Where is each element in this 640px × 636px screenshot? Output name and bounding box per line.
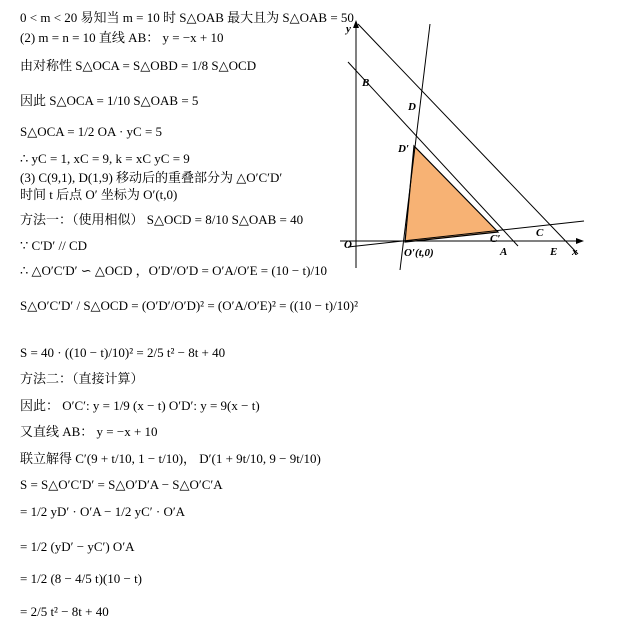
label-Dp: D′ xyxy=(398,143,410,155)
text-line-16: 又直线 AB： y = −x + 10 xyxy=(20,424,158,439)
text-line-19: = 1/2 yD′ · O′A − 1/2 yC′ · O′A xyxy=(20,504,186,519)
label-E: E xyxy=(550,246,558,258)
text-line-3: 由对称性 S△OCA = S△OBD = 1/8 S△OCD xyxy=(20,58,257,73)
label-O: O xyxy=(344,239,352,251)
label-A: A xyxy=(500,246,508,258)
label-Op: O′(t,0) xyxy=(404,247,434,259)
geometry-figure xyxy=(338,14,630,276)
text-line-20: = 1/2 (yD′ − yC′) O′A xyxy=(20,539,135,554)
text-line-4: 因此 S△OCA = 1/10 S△OAB = 5 xyxy=(20,93,199,108)
text-line-8: 时间 t 后点 O′ 坐标为 O′(t,0) xyxy=(20,187,178,202)
text-line-5: S△OCA = 1/2 OA · yC = 5 xyxy=(20,124,163,139)
text-line-12: S△O′C′D′ / S△OCD = (O′D′/O′D)² = (O′A/O′E)² = ((10 − t)/10)² xyxy=(20,298,358,313)
text-line-9: 方法一：（使用相似） S△OCD = 8/10 S△OAB = 40 xyxy=(20,212,304,227)
text-line-14: 方法二：（直接计算） xyxy=(20,371,144,386)
text-line-22: = 2/5 t² − 8t + 40 xyxy=(20,604,109,619)
x-axis-arrow-icon xyxy=(576,238,584,244)
text-line-21: = 1/2 (8 − 4/5 t)(10 − t) xyxy=(20,571,143,586)
overlap-triangle xyxy=(405,146,498,242)
text-line-18: S = S△O′C′D′ = S△O′D′A − S△O′C′A xyxy=(20,477,223,492)
text-line-17: 联立解得 C′(9 + t/10, 1 − t/10)， D′(1 + 9t/10, 9 − 9t/10) xyxy=(20,451,321,466)
text-line-10: ∵ C′D′ // CD xyxy=(20,238,88,253)
text-line-13: S = 40 · ((10 − t)/10)² = 2/5 t² − 8t + 40 xyxy=(20,345,226,360)
label-D: D xyxy=(408,101,416,113)
label-Cp: C′ xyxy=(490,233,501,245)
text-line-11: ∴ △O′C′D′ ∽ △OCD ，O′D′/O′D = O′A/O′E = (10 − t)/10 xyxy=(20,263,328,278)
label-C: C xyxy=(536,227,544,239)
text-line-7: (3) C(9,1), D(1,9) 移动后的重叠部分为 △O′C′D′ xyxy=(20,170,283,185)
text-line-15: 因此： O′C′: y = 1/9 (x − t) O′D′: y = 9(x − t) xyxy=(20,398,260,413)
label-B: B xyxy=(362,77,370,89)
label-x: x xyxy=(572,246,578,258)
text-line-1: 0 < m < 20 易知当 m = 10 时 S△OAB 最大且为 S△OAB = 50 xyxy=(20,10,354,25)
label-y: y xyxy=(346,23,351,35)
text-line-2: (2) m = n = 10 直线 AB： y = −x + 10 xyxy=(20,30,224,45)
text-line-6: ∴ yC = 1, xC = 9, k = xC yC = 9 xyxy=(20,151,190,166)
